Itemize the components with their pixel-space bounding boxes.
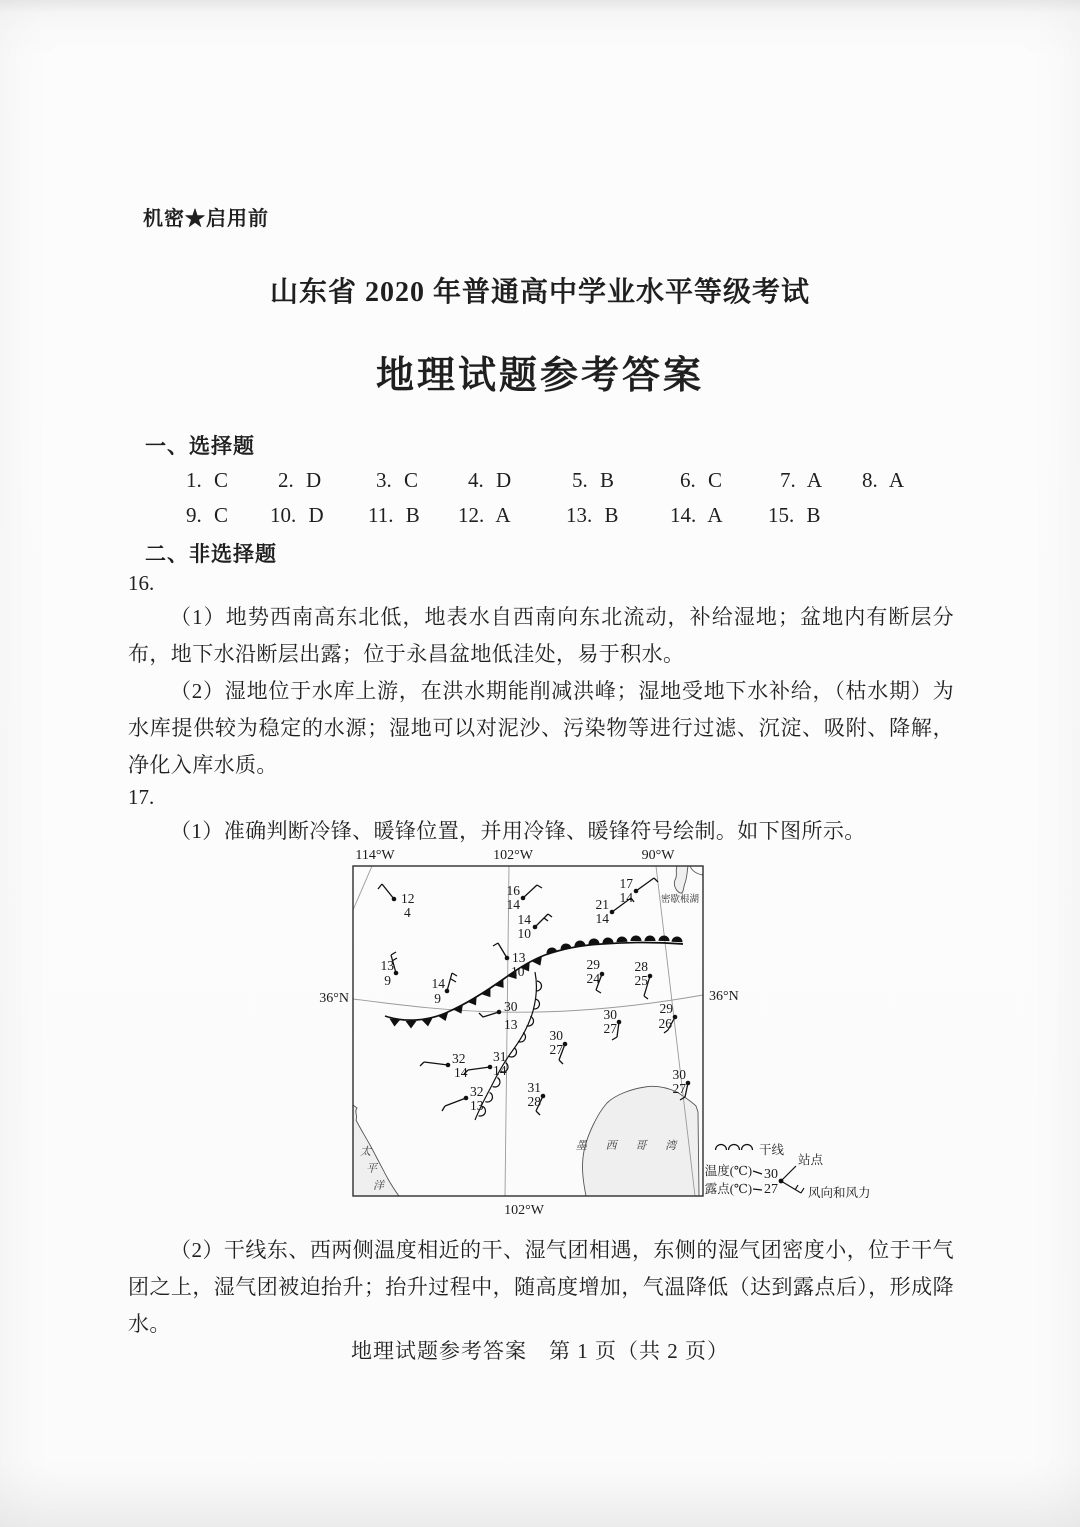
station-dew: 9 [434,991,441,1006]
weather-station [464,1049,507,1078]
station-dew: 14 [493,1063,507,1078]
pacific-label-char: 洋 [373,1180,384,1192]
mcq-answer: 3. C [376,468,419,492]
mcq-answer-row-1 [0,468,1080,498]
question-16-answer-2: （2）湿地位于水库上游，在洪水期能削减洪峰；湿地受地下水补给，（枯水期）为水库提供较为稳定的水源；湿地可以对泥沙、污染物等进行过滤、沉淀、吸附、降解，净化入库水质。 [128,679,954,777]
mcq-answer: 9. C [186,503,229,527]
question-17-answer-2: （2）干线东、西两侧温度相近的干、湿气团相遇，东侧的湿气团密度小，位于干气团之上，湿气团被迫抬升；抬升过程中，随高度增加，气温降低（达到露点后），形成降水。 [128,1238,954,1336]
station-dew: 27 [549,1042,563,1057]
section-heading-nonchoice: 二、非选择题 [145,542,277,566]
weather-station [659,1001,678,1033]
station-dew: 27 [603,1021,617,1036]
legend-dew-value: 27 [764,1182,778,1197]
mcq-answer: 1. C [186,468,229,492]
mcq-answer: 15. B [768,503,821,527]
station-temp: 29 [659,1001,673,1016]
mcq-answer: 2. D [278,468,322,492]
weather-station [528,1080,546,1115]
station-dew: 9 [384,973,391,988]
station-temp: 14 [431,976,445,991]
station-dew: 13 [504,1017,518,1032]
pacific-label-char: 太 [360,1146,371,1158]
weather-station [635,959,653,999]
station-temp: 32 [452,1051,466,1066]
question-17-answer-1: （1）准确判断冷锋、暖锋位置，并用冷锋、暖锋符号绘制。如下图所示。 [170,819,866,843]
weather-station [620,876,659,905]
longitude-label: 90°W [641,848,675,863]
legend-wind-label: 风向和风力 [808,1186,871,1200]
weather-map-figure [300,848,980,1228]
station-temp: 28 [634,959,648,974]
station-temp: 12 [401,891,415,906]
latitude-label: 36°N [319,991,349,1006]
mcq-answer: 6. C [680,468,723,492]
legend-dry-line-label: 干线 [759,1143,785,1157]
weather-station [381,952,399,988]
legend-station-label: 站点 [798,1153,824,1167]
weather-station [420,1051,468,1080]
longitude-label: 114°W [355,848,395,863]
mcq-answer: 12. A [458,503,511,527]
question-16-answer-1: （1）地势西南高东北低，地表水自西南向东北流动，补给湿地；盆地内有断层分布，地下水沿断层出露；位于永昌盆地低洼处，易于积水。 [128,605,954,666]
gulf-of-mexico [576,1086,699,1196]
weather-station [432,973,458,1006]
weather-station [604,1007,622,1040]
station-dew: 28 [527,1094,541,1109]
station-temp: 13 [512,950,526,965]
legend-dew-point-label: 露点(℃) [704,1182,752,1196]
station-temp: 31 [493,1049,507,1064]
page-title: 地理试题参考答案 [375,355,704,397]
station-dew: 25 [634,973,648,988]
weather-station [673,1067,691,1100]
mcq-answer: 11. B [368,503,420,527]
legend-temperature-label: 温度(℃) [704,1164,752,1178]
weather-station [507,883,543,912]
lake-michigan-label: 密歇根湖 [660,895,700,905]
dry-line-icon [716,1145,753,1151]
station-temp: 30 [549,1028,563,1043]
mcq-answer: 7. A [780,468,823,492]
station-temp: 29 [586,957,600,972]
station-dew: 14 [454,1065,468,1080]
legend-wind-barb-icon [781,1181,804,1193]
station-dew: 27 [672,1081,686,1096]
mcq-answer-row-2 [0,503,1080,533]
weather-station [378,884,415,920]
mcq-answer: 14. A [670,503,723,527]
station-temp: 17 [619,876,633,891]
confidential-notice: 机密★启用前 [143,208,269,230]
station-dew: 14 [619,890,633,905]
station-dew: 26 [658,1016,672,1031]
page-footer: 地理试题参考答案 第 1 页（共 2 页） [351,1339,729,1363]
station-temp: 30 [672,1067,686,1082]
station-dew: 10 [511,964,525,979]
legend-temp-value: 30 [764,1167,778,1182]
station-dew: 4 [404,905,411,920]
weather-station [550,1028,568,1064]
exam-title: 山东省 2020 年普通高中学业水平等级考试 [269,277,810,308]
pacific-label-char: 平 [366,1163,377,1175]
weather-station [479,999,518,1032]
station-dew: 10 [517,926,531,941]
question-17-label: 17. [128,785,155,809]
latitude-label: 36°N [709,989,739,1004]
mcq-answer: 10. D [270,503,324,527]
station-dew: 14 [595,911,609,926]
section-heading-choice: 一、选择题 [145,434,255,458]
station-temp: 30 [504,999,518,1014]
station-temp: 30 [603,1007,617,1022]
pacific-ocean [353,1105,399,1196]
mcq-answer: 4. D [468,468,512,492]
question-16-label: 16. [128,571,155,595]
weather-station [587,957,605,993]
station-temp: 13 [380,958,394,973]
weather-station [442,1084,484,1113]
weather-station [493,943,526,979]
map-legend [705,1142,871,1200]
station-temp: 14 [517,912,531,927]
station-temp: 32 [470,1084,484,1099]
lake-michigan [661,866,703,905]
mcq-answer: 8. A [862,468,905,492]
station-dew: 14 [506,897,520,912]
station-dew: 24 [586,971,600,986]
station-dew: 13 [470,1098,484,1113]
station-temp: 21 [595,897,609,912]
mcq-answer: 5. B [572,468,615,492]
longitude-label: 102°W [493,848,533,863]
station-temp: 16 [506,883,520,898]
warm-front-symbols [545,935,683,954]
station-temp: 31 [527,1080,541,1095]
longitude-label: 102°W [504,1203,544,1218]
gulf-label: 墨 西 哥 湾 [575,1140,685,1152]
mcq-answer: 13. B [566,503,619,527]
weather-station [518,912,553,941]
